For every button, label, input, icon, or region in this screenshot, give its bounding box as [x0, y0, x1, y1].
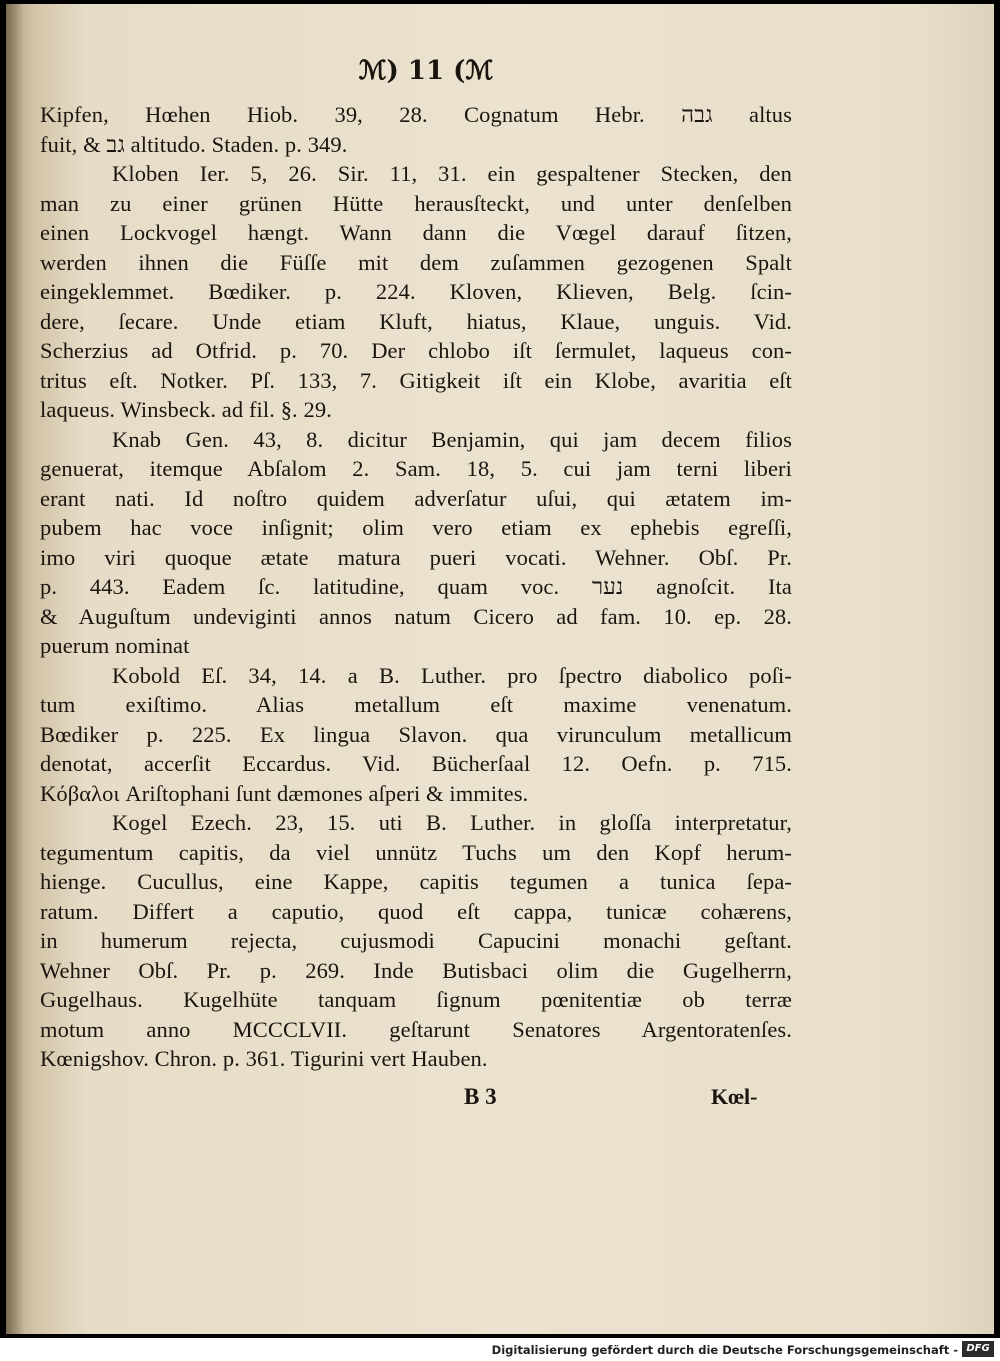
- text-line: man zu einer grünen Hütte herausſteckt, und unter denſelben: [40, 190, 792, 216]
- text-line: Kogel Ezech. 23, 15. uti B. Luther. in gloſſa interpretatur,: [112, 810, 792, 835]
- text-line: in humerum rejecta, cujusmodi Capucini monachi geſtant.: [40, 928, 792, 953]
- text-line: genuerat, itemque Abſalom 2. Sam. 18, 5. cui jam terni liberi: [40, 456, 792, 481]
- text-line: Wehner Obſ. Pr. p. 269. Inde Butisbaci olim die Gugelherrn,: [40, 957, 792, 983]
- text-line: motum anno MCCCLVII. geſtarunt Senatores Argentoratenſes.: [40, 1016, 792, 1042]
- signature-mark: B 3: [464, 1084, 497, 1109]
- text-line: pubem hac voce inſignit; olim vero etiam ex ephebis egreſſi,: [40, 515, 792, 540]
- text-line: denotat, accerſit Eccardus. Vid. Bücherſaal 12. Oefn. p. 715.: [40, 751, 792, 776]
- text-line: werden ihnen die Füſſe mit dem zuſammen gezogenen Spalt: [40, 249, 792, 275]
- text-line: Gugelhaus. Kugelhüte tanquam ſignum pœnitentiæ ob terræ: [40, 987, 792, 1012]
- text-line: dere, ſecare. Unde etiam Kluft, hiatus, Klaue, unguis. Vid.: [40, 308, 792, 334]
- text-line: p. 443. Eadem ſc. latitudine, quam voc. נער agnoſcit. Ita: [40, 574, 792, 599]
- funding-bar: [0, 1338, 1000, 1361]
- text-line: Bœdiker p. 225. Ex lingua Slavon. qua virunculum metallicum: [40, 721, 792, 747]
- text-line: eingeklemmet. Bœdiker. p. 224. Kloven, Klieven, Belg. ſcin-: [40, 279, 792, 304]
- book-page: [6, 4, 994, 1334]
- text-line: Kloben Ier. 5, 26. Sir. 11, 31. ein gespaltener Stecken, den: [112, 161, 792, 186]
- text-line: & Auguſtum undeviginti annos natum Cicero ad fam. 10. ep. 28.: [40, 603, 792, 629]
- body-text: [40, 100, 792, 1074]
- text-line: Kobold Eſ. 34, 14. a B. Luther. pro ſpectro diabolico poſi-: [112, 662, 792, 688]
- text-line: fuit, & גב altitudo. Staden. p. 349.: [40, 131, 348, 157]
- text-line: Κόβαλοι Ariſtophani ſunt dæmones aſperi & immites.: [40, 780, 529, 806]
- text-line: ratum. Differt a caputio, quod eſt cappa, tunicæ cohærens,: [40, 898, 792, 924]
- text-line: puerum nominat: [40, 633, 190, 658]
- text-line: Kipfen, Hœhen Hiob. 39, 28. Cognatum Hebr. גבה altus: [40, 102, 792, 127]
- text-line: Kœnigshov. Chron. p. 361. Tigurini vert Hauben.: [40, 1046, 488, 1071]
- text-line: imo viri quoque ætate matura pueri vocati. Wehner. Obſ. Pr.: [40, 544, 792, 570]
- text-line: erant nati. Id noſtro quidem adverſatur uſui, qui ætatem im-: [40, 485, 792, 511]
- catchword: Kœl-: [711, 1084, 758, 1109]
- text-line: hienge. Cucullus, eine Kappe, capitis tegumen a tunica ſepa-: [40, 869, 792, 894]
- text-line: Scherzius ad Otfrid. p. 70. Der chlobo iſt ſermulet, laqueus con-: [40, 338, 792, 363]
- text-line: laqueus. Winsbeck. ad fil. §. 29.: [40, 397, 332, 422]
- spine-shadow: [6, 4, 24, 1334]
- running-head: ℳ) 11 (ℳ: [358, 56, 494, 86]
- text-line: einen Lockvogel hængt. Wann dann die Vœgel darauf ſitzen,: [40, 220, 792, 245]
- text-line: Knab Gen. 43, 8. dicitur Benjamin, qui jam decem filios: [112, 426, 792, 452]
- funding-text: Digitalisierung gefördert durch die Deutsche Forschungsgemeinschaft -: [491, 1343, 958, 1357]
- text-line: tritus eſt. Notker. Pſ. 133, 7. Gitigkeit iſt ein Klobe, avaritia eſt: [40, 367, 792, 393]
- text-line: tum exiſtimo. Alias metallum eſt maxime venenatum.: [40, 692, 792, 717]
- dfg-logo: DFG: [962, 1341, 994, 1357]
- text-line: tegumentum capitis, da viel unnütz Tuchs um den Kopf herum-: [40, 839, 792, 865]
